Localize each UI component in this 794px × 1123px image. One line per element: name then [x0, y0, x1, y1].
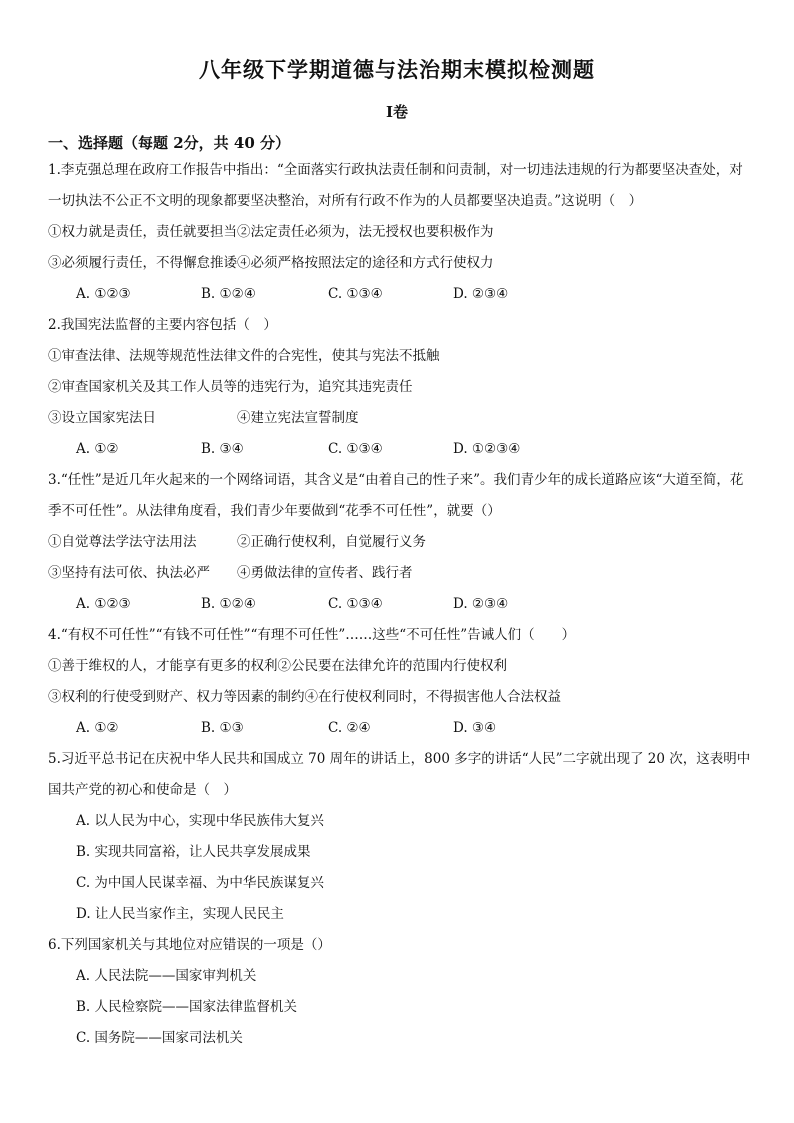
statement-line: ②审查国家机关及其工作人员等的违宪行为，追究其违宪责任 [48, 379, 413, 395]
options-row [48, 589, 754, 620]
question-stem: 3.“任性”是近几年火起来的一个网络词语，其含义是“由着自己的性子来”。我们青少年的成长道路应该“大道至简，花季不可任性”。从法律角度看，我们青少年要做到“花季不可任性”，就要（） [48, 472, 744, 519]
option-d[interactable]: D. ②③④ [453, 596, 509, 612]
option-c[interactable]: C. ①③④ [328, 441, 383, 457]
question-stem: 4.“有权不可任性”“有钱不可任性”“有理不可任性”……这些“不可任性”告诫人们（ ） [48, 627, 576, 643]
question-6 [48, 930, 754, 1054]
statement-line: ①审查法律、法规等规范性法律文件的合宪性，使其与宪法不抵触 [48, 348, 440, 364]
question-4 [48, 620, 754, 744]
question-stem: 2.我国宪法监督的主要内容包括（ ） [48, 317, 277, 333]
option-a[interactable]: A. ①②③ [76, 286, 131, 302]
question-stem: 5.习近平总书记在庆祝中华人民共和国成立 70 周年的讲话上，800 多字的讲话“人民”二字就出现了 20 次，这表明中国共产党的初心和使命是（ ） [48, 751, 751, 798]
page-title: 八年级下学期道德与法治期末模拟检测题 [199, 57, 595, 82]
questions-container [48, 155, 754, 1054]
volume-label: Ⅰ卷 [385, 103, 409, 121]
statement-line: ①权力就是责任，责任就要担当②法定责任必须为，法无授权也要积极作为 [48, 224, 494, 240]
option-a[interactable]: A. ①② [76, 720, 119, 736]
question-stem: 6.下列国家机关与其地位对应错误的一项是（） [48, 937, 331, 953]
option-b[interactable]: B. 人民检察院——国家法律监督机关 [76, 999, 298, 1015]
section-heading: 一、选择题（每题 2分，共 40 分） [48, 134, 290, 152]
option-c[interactable]: C. 为中国人民谋幸福、为中华民族谋复兴 [76, 875, 324, 891]
option-d[interactable]: D. ①②③④ [453, 441, 521, 457]
option-b[interactable]: B. ③④ [201, 441, 244, 457]
option-a[interactable]: A. ①②③ [76, 596, 131, 612]
option-c[interactable]: C. 国务院——国家司法机关 [76, 1030, 243, 1046]
question-1 [48, 155, 754, 310]
statement-line: ③权利的行使受到财产、权力等因素的制约④在行使权利同时，不得损害他人合法权益 [48, 689, 561, 705]
question-stem: 1.李克强总理在政府工作报告中指出：“全面落实行政执法责任制和问责制，对一切违法违规的行为都要坚决查处，对一切执法不公正不文明的现象都要坚决整治，对所有行政不作为的人员都要坚决追责。”这说明（ ） [48, 162, 743, 209]
option-b[interactable]: B. 实现共同富裕，让人民共享发展成果 [76, 844, 311, 860]
option-a[interactable]: A. 人民法院——国家审判机关 [76, 968, 257, 984]
option-b[interactable]: B. ①②④ [201, 286, 256, 302]
statement-line: ①善于维权的人，才能享有更多的权利②公民要在法律允许的范围内行使权利 [48, 658, 507, 674]
statement-line: ③坚持有法可依、执法必严 ④勇做法律的宣传者、践行者 [48, 565, 413, 581]
option-b[interactable]: B. ①③ [201, 720, 244, 736]
options-row [48, 434, 754, 465]
options-row [48, 713, 754, 744]
statement-line: ③设立国家宪法日 ④建立宪法宣誓制度 [48, 410, 359, 426]
option-d[interactable]: D. 让人民当家作主，实现人民民主 [76, 906, 284, 922]
statement-line: ③必须履行责任，不得懈怠推诿④必须严格按照法定的途径和方式行使权力 [48, 255, 494, 271]
question-3 [48, 465, 754, 620]
question-2 [48, 310, 754, 465]
option-c[interactable]: C. ①③④ [328, 596, 383, 612]
option-d[interactable]: D. ③④ [453, 720, 497, 736]
option-c[interactable]: C. ②④ [328, 720, 371, 736]
option-c[interactable]: C. ①③④ [328, 286, 383, 302]
option-d[interactable]: D. ②③④ [453, 286, 509, 302]
option-a[interactable]: A. 以人民为中心，实现中华民族伟大复兴 [76, 813, 324, 829]
option-b[interactable]: B. ①②④ [201, 596, 256, 612]
options-row [48, 279, 754, 310]
option-a[interactable]: A. ①② [76, 441, 119, 457]
statement-line: ①自觉尊法学法守法用法 ②正确行使权利，自觉履行义务 [48, 534, 426, 550]
question-5 [48, 744, 754, 930]
